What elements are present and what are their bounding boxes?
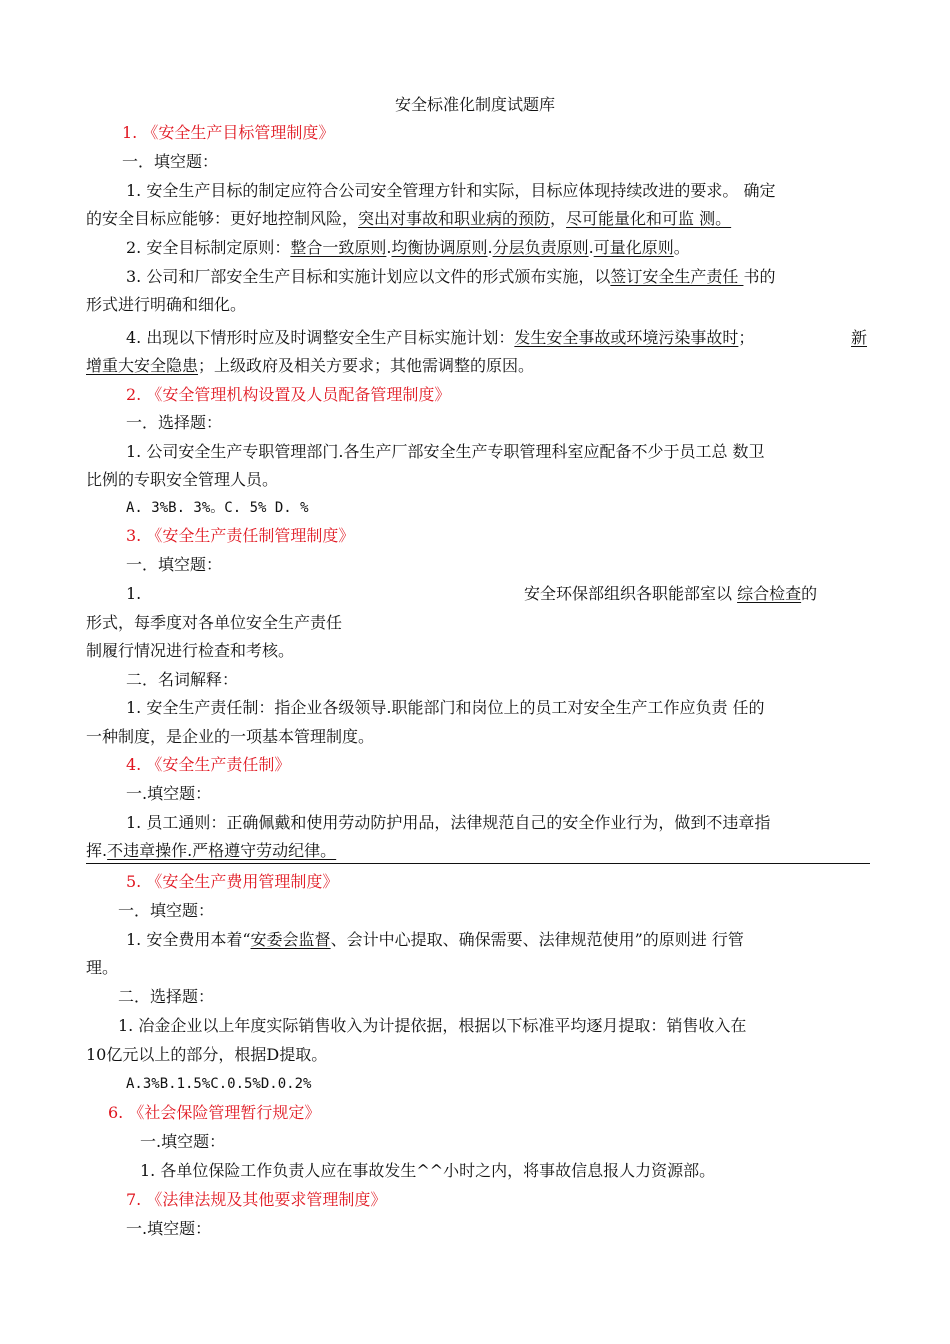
page-title: 安全标准化制度试题库: [394, 95, 555, 114]
subsection-label: 一.填空题：: [140, 1132, 226, 1151]
section-heading: 7. 《法律法规及其他要求管理制度》: [126, 1190, 387, 1209]
question-text: 2. 安全目标制定原则：整合一致原则.均衡协调原则.分层负责原则.可量化原则。: [126, 238, 690, 257]
question-text: 1. 安全费用本着“安委会监督、会计中心提取、确保需要、法律规范使用”的原则进 行管: [126, 930, 744, 949]
section-heading: 1. 《安全生产目标管理制度》: [122, 123, 335, 142]
question-text: 制履行情况进行检查和考核。: [86, 641, 295, 660]
question-text: 10亿元以上的部分，根据D提取。: [86, 1045, 328, 1064]
question-text: 1. 公司安全生产专职管理部门.各生产厂部安全生产专职管理科室应配备不少于员工总 数卫: [126, 442, 765, 461]
question-text: 1. 各单位保险工作负责人应在事故发生^^小时之内，将事故信息报人力资源部。: [140, 1161, 716, 1180]
answer-blank: 增重大安全隐患: [86, 356, 199, 375]
question-text: 挥.不违章操作.严格遵守劳动纪律。: [86, 841, 337, 860]
question-text: 比例的专职安全管理人员。: [86, 470, 279, 489]
subsection-label: 一.填空题：: [126, 1219, 212, 1238]
section-heading: 3. 《安全生产责任制管理制度》: [126, 526, 355, 545]
question-text: 1. 安全生产责任制：指企业各级领导.职能部门和岗位上的员工对安全生产工作应负责 任的: [126, 698, 765, 717]
answer-blank: 均衡协调原则: [391, 238, 488, 257]
subsection-label: 一．填空题：: [118, 901, 215, 920]
answer-options: A.3%B.1.5%C.0.5%D.0.2%: [126, 1076, 312, 1092]
question-text: 安全环保部组织各职能部室以 综合检查的: [524, 584, 818, 603]
subsection-label: 一.填空题：: [126, 784, 212, 803]
question-text: 形式，每季度对各单位安全生产责任: [86, 613, 343, 632]
section-heading: 4. 《安全生产责任制》: [126, 755, 291, 774]
section-heading: 2. 《安全管理机构设置及人员配备管理制度》: [126, 385, 451, 404]
question-text: 4. 出现以下情形时应及时调整安全生产目标实施计划：发生安全事故或环境污染事故时；: [126, 328, 755, 347]
answer-blank: 整合一致原则: [290, 238, 387, 257]
answer-blank: 签订安全生产责任: [610, 267, 744, 286]
question-text: 的安全目标应能够：更好地控制风险，突出对事故和职业病的预防，尽可能量化和可监 测。: [86, 209, 732, 228]
answer-options: A. 3%B. 3%。C. 5% D. %: [126, 500, 309, 516]
question-text: 一种制度，是企业的一项基本管理制度。: [86, 727, 375, 746]
subsection-label: 二．名词解释：: [126, 670, 239, 689]
answer-blank: 可量化原则: [593, 238, 674, 257]
question-number: 1.: [126, 584, 142, 603]
answer-blank: 发生安全事故或环境污染事故时: [514, 328, 739, 347]
answer-blank: 不违章操作.严格遵守劳动纪律。: [107, 841, 337, 860]
answer-blank: 分层负责原则: [492, 238, 589, 257]
question-text: 增重大安全隐患；上级政府及相关方要求；其他需调整的原因。: [86, 356, 535, 375]
subsection-label: 二．选择题：: [118, 987, 215, 1006]
question-text: 1. 安全生产目标的制定应符合公司安全管理方针和实际，目标应体现持续改进的要求。 确定: [126, 181, 776, 200]
question-text: 1. 冶金企业以上年度实际销售收入为计提依据，根据以下标准平均逐月提取：销售收入在: [118, 1016, 747, 1035]
subsection-label: 一．选择题：: [126, 413, 223, 432]
section-heading: 5. 《安全生产费用管理制度》: [126, 872, 339, 891]
divider-line: [86, 863, 870, 864]
subsection-label: 一．填空题：: [122, 152, 219, 171]
question-text: 理。: [86, 958, 119, 977]
answer-blank: 突出对事故和职业病的预防: [358, 209, 551, 228]
question-text: 3. 公司和厂部安全生产目标和实施计划应以文件的形式颁布实施，以签订安全生产责任 书的: [126, 267, 776, 286]
answer-blank: 安委会监督: [250, 930, 331, 949]
answer-blank: 新: [851, 328, 868, 347]
answer-blank: 综合检查: [737, 584, 802, 603]
question-text: 形式进行明确和细化。: [86, 295, 247, 314]
question-text: 1. 员工通则：正确佩戴和使用劳动防护用品，法律规范自己的安全作业行为，做到不违章指: [126, 813, 771, 832]
section-heading: 6. 《社会保险管理暂行规定》: [108, 1103, 321, 1122]
answer-blank: 尽可能量化和可监 测。: [566, 209, 732, 228]
subsection-label: 一．填空题：: [126, 555, 223, 574]
